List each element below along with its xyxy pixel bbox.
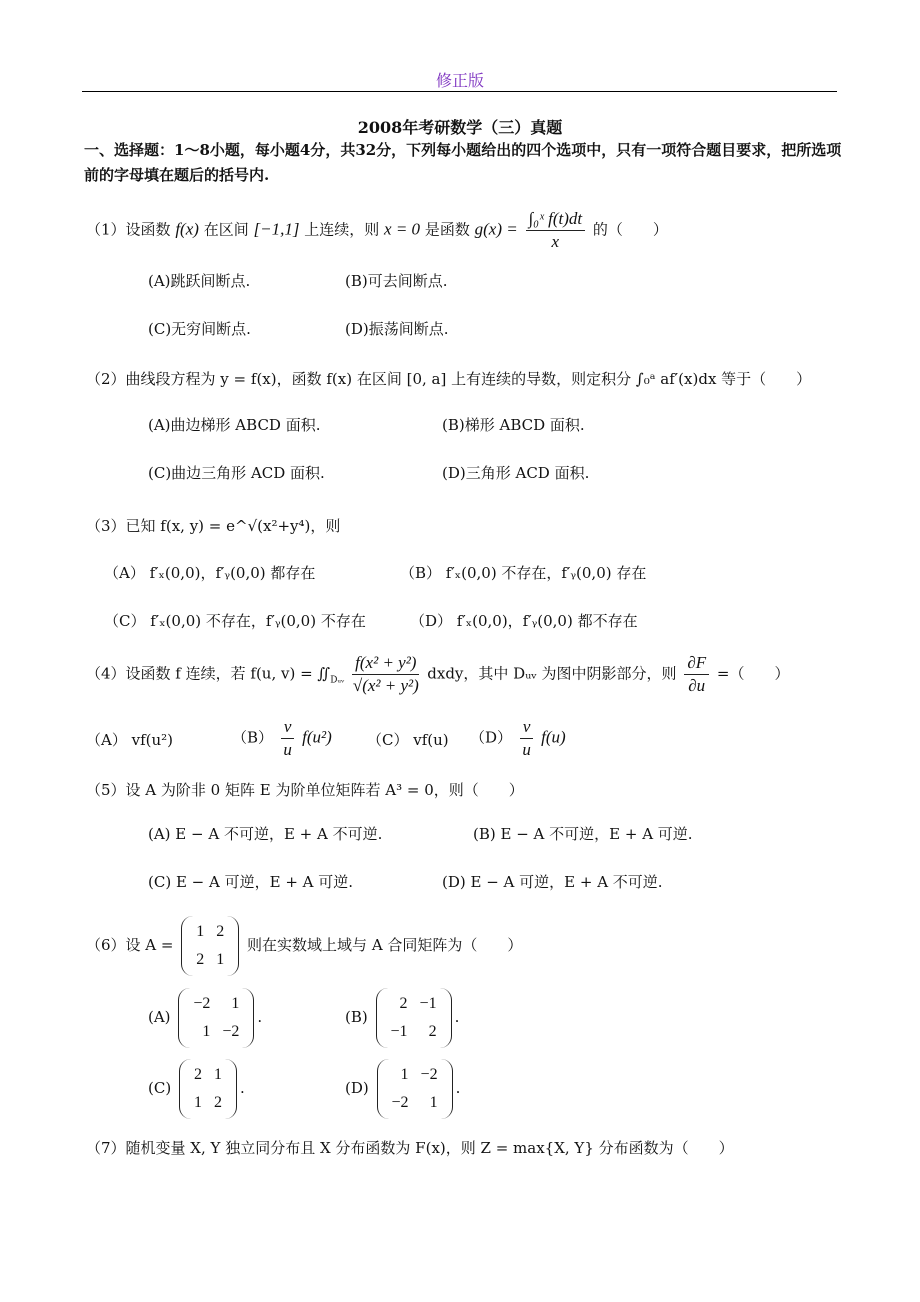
q3-option-a: （A） f′ₓ(0,0)，f′ᵧ(0,0) 都存在 [104, 564, 316, 582]
q4-option-d-label: （D） [470, 728, 513, 747]
q1-math-interval: [−1,1] [253, 219, 300, 239]
q1-text-g: 是函数 [424, 220, 470, 239]
q3-option-c: （C） f′ₓ(0,0) 不存在，f′ᵧ(0,0) 不存在 [104, 612, 366, 630]
q4-frac-denominator: √(x² + y²) [352, 676, 419, 695]
q4-option-b [232, 716, 332, 761]
matrix-cell: −2 [391, 1094, 409, 1111]
q4-option-b-fraction [281, 716, 295, 761]
q1-math-gx: g(x) = [474, 219, 518, 239]
q6-option-b-matrix [376, 988, 452, 1048]
matrix-cell: −2 [222, 1023, 240, 1040]
matrix-cell: 1 [429, 1094, 438, 1111]
q6-option-d [345, 1059, 460, 1119]
page-title: 2008年考研数学（三）真题 [357, 118, 563, 137]
q1-option-c: (C)无穷间断点. [148, 320, 251, 338]
q6-option-d-label: (D) [345, 1079, 369, 1097]
q4-option-b-num: v [281, 716, 295, 739]
q6-option-a [148, 988, 262, 1048]
matrix-cell: −1 [419, 995, 437, 1012]
q4-partial-fraction [684, 652, 709, 697]
q4-text-c: =（ ） [716, 664, 790, 683]
q1-text-a: （1）设函数 [86, 220, 171, 239]
matrix-cell: 1 [213, 1066, 222, 1083]
q4-option-d-den: u [522, 740, 531, 759]
q4-option-b-label: （B） [232, 728, 274, 747]
q6-option-d-matrix [377, 1059, 453, 1119]
q1-math-x0: x = 0 [384, 219, 421, 239]
q4-text-b: dxdy，其中 Dᵤᵥ 为图中阴影部分，则 [427, 664, 677, 683]
q1-frac-numerator: ∫₀ˣ f(t)dt [526, 208, 586, 231]
question-7-stem: （7）随机变量 X, Y 独立同分布且 X 分布函数为 F(x)，则 Z = max{X, Y} 分布函数为（ ） [86, 1139, 734, 1157]
question-1-stem [86, 208, 668, 253]
matrix-cell: 1 [193, 1094, 202, 1111]
matrix-cell: 2 [428, 1023, 437, 1040]
q6-text-b: 则在实数域上域与 A 合同矩阵为（ ） [247, 936, 523, 954]
matrix-cell: 2 [213, 1094, 222, 1111]
q2-option-b: (B)梯形 ABCD 面积. [442, 416, 585, 434]
q6-option-c-period: . [239, 1079, 245, 1097]
q6-option-b-label: (B) [345, 1008, 368, 1026]
matrix-cell: −1 [390, 1023, 408, 1040]
q1-text-e: 上连续，则 [304, 220, 380, 239]
q4-option-d-tail: f(u) [541, 727, 566, 747]
matrix-cell: 1 [231, 995, 240, 1012]
q6-option-a-period: . [257, 1008, 263, 1026]
q4-dfrac-numerator: ∂F [684, 652, 709, 675]
q6-option-b-period: . [454, 1008, 460, 1026]
q4-integrand-fraction [352, 652, 419, 697]
q4-domain-subscript: Dᵤᵥ [330, 675, 345, 686]
q6-option-b [345, 988, 459, 1048]
q6-option-a-label: (A) [148, 1008, 171, 1026]
q3-option-d: （D） f′ₓ(0,0)，f′ᵧ(0,0) 都不存在 [410, 612, 638, 630]
question-2-stem: （2）曲线段方程为 y = f(x)，函数 f(x) 在区间 [0, a] 上有连续的导数，则定积分 ∫₀ᵃ af′(x)dx 等于（ ） [86, 370, 812, 388]
q4-text-a: （4）设函数 f 连续，若 f(u, v) = ∬ [86, 664, 331, 683]
q4-option-d-fraction [520, 716, 534, 761]
q6-option-c [148, 1059, 245, 1119]
q6-option-d-period: . [455, 1079, 461, 1097]
q5-option-a: (A) E − A 不可逆，E + A 不可逆. [148, 825, 383, 843]
q5-option-b: (B) E − A 不可逆，E + A 可逆. [473, 825, 693, 843]
matrix-cell: 1 [400, 1066, 409, 1083]
q1-option-d: (D)振荡间断点. [345, 320, 449, 338]
q4-option-b-tail: f(u²) [302, 727, 332, 747]
matrix-cell: −2 [193, 995, 211, 1012]
matrix-cell: 2 [399, 995, 408, 1012]
question-6-stem [86, 916, 522, 976]
q4-option-a: （A） vf(u²) [86, 731, 174, 749]
q4-option-d-num: v [520, 716, 534, 739]
q1-option-a: (A)跳跃间断点. [148, 272, 251, 290]
q1-frac-denominator: x [551, 232, 560, 251]
q1-text-c: 在区间 [203, 220, 249, 239]
q1-option-b: (B)可去间断点. [345, 272, 448, 290]
question-3-stem: （3）已知 f(x, y) = e^√(x²+y⁴)，则 [86, 517, 341, 535]
q2-option-c: (C)曲边三角形 ACD 面积. [148, 464, 325, 482]
q1-math-fx: f(x) [175, 219, 199, 239]
question-4-stem [86, 652, 789, 697]
q4-dfrac-denominator: ∂u [688, 676, 706, 695]
q5-option-d: (D) E − A 可逆，E + A 不可逆. [442, 873, 663, 891]
matrix-cell: 2 [216, 923, 225, 940]
header-rule [82, 91, 837, 92]
q1-text-i: 的（ ） [592, 220, 668, 239]
q6-option-a-matrix [178, 988, 254, 1048]
q2-option-a: (A)曲边梯形 ABCD 面积. [148, 416, 321, 434]
q4-option-c: （C） vf(u) [367, 731, 449, 749]
q6-text-a: （6）设 A = [86, 936, 174, 954]
revised-edition-label: 修正版 [435, 71, 484, 90]
matrix-cell: 1 [202, 1023, 211, 1040]
q3-option-b: （B） f′ₓ(0,0) 不存在，f′ᵧ(0,0) 存在 [400, 564, 647, 582]
matrix-cell: 1 [196, 923, 205, 940]
matrix-cell: 2 [196, 951, 205, 968]
q6-matrix-a [181, 916, 239, 976]
matrix-cell: 1 [216, 951, 225, 968]
section-instructions: 一、选择题：1～8小题，每小题4分，共32分，下列每小题给出的四个选项中，只有一项符合题目要求，把所选项前的字母填在题后的括号内. [84, 141, 842, 184]
q4-frac-numerator: f(x² + y²) [352, 652, 419, 675]
q5-option-c: (C) E − A 可逆，E + A 可逆. [148, 873, 354, 891]
q6-option-c-label: (C) [148, 1079, 172, 1097]
q4-option-b-den: u [283, 740, 292, 759]
q4-option-d [470, 716, 566, 761]
question-5-stem: （5）设 A 为阶非 0 矩阵 E 为阶单位矩阵若 A³ = 0，则（ ） [86, 781, 524, 799]
matrix-cell: −2 [420, 1066, 438, 1083]
q6-option-c-matrix [179, 1059, 237, 1119]
q1-fraction [526, 208, 586, 253]
q2-option-d: (D)三角形 ACD 面积. [442, 464, 590, 482]
matrix-cell: 2 [193, 1066, 202, 1083]
